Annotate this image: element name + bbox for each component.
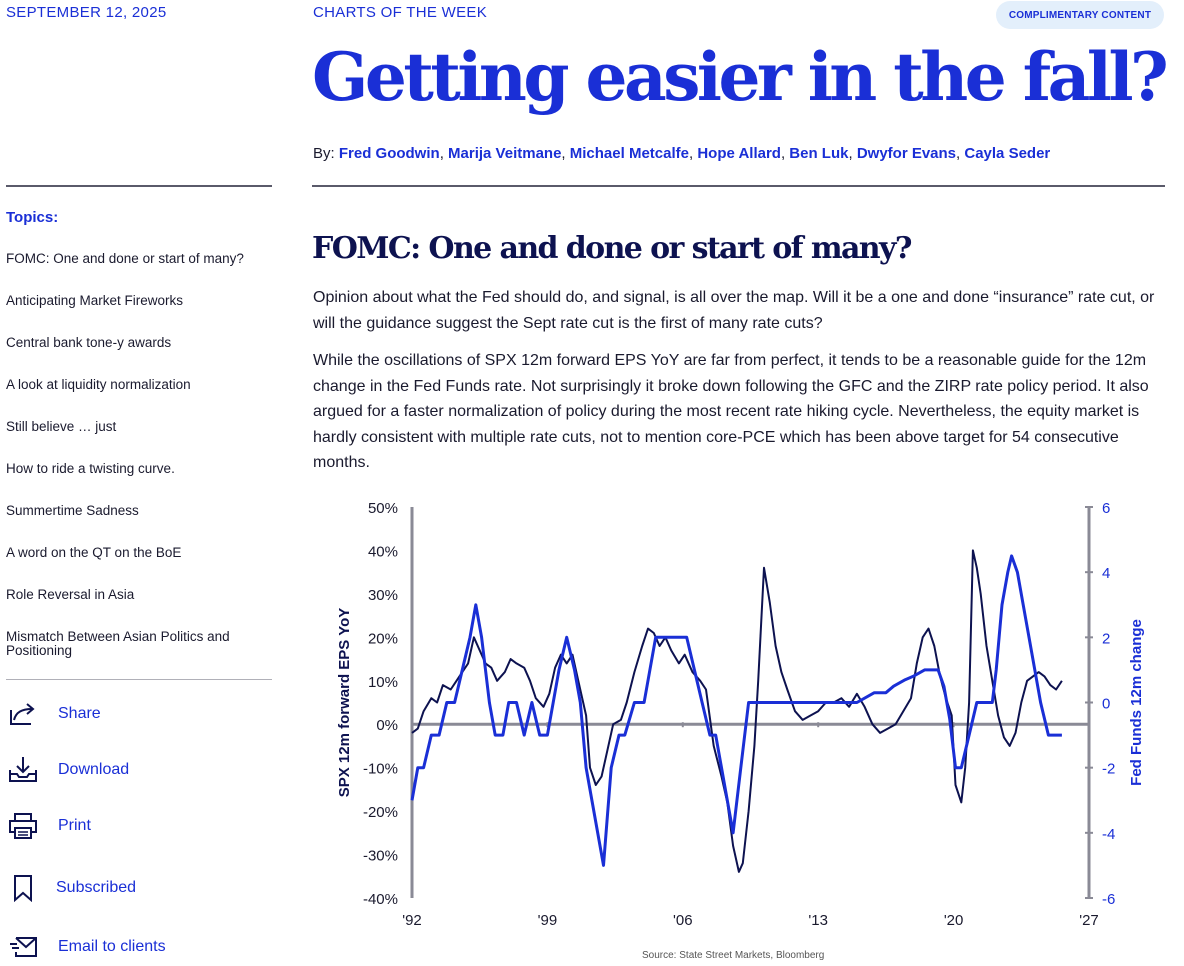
eps-fedfunds-chart: [312, 488, 1172, 946]
download-label: Download: [58, 761, 130, 778]
x-tick-label: '99: [537, 912, 558, 929]
y-left-axis-title: SPX 12m forward EPS YoY: [336, 607, 353, 798]
y-right-tick-label: 4: [1102, 565, 1111, 583]
y-left-tick-label: -20%: [362, 804, 398, 822]
author-link[interactable]: Ben Luk: [789, 145, 849, 162]
paragraph-1: Opinion about what the Fed should do, and signal, is all over the map. Will it be a one and done “insurance” rate cut, or will the guidance suggest the Sept rate cut is the first of many rate cuts?: [313, 289, 1155, 332]
download-button[interactable]: [6, 755, 266, 785]
y-left-tick-label: -10%: [362, 760, 398, 778]
section-heading: FOMC: One and done or start of many?: [312, 231, 911, 266]
x-tick-label: '20: [943, 912, 964, 929]
author-link[interactable]: Cayla Seder: [964, 145, 1051, 162]
email-icon: [6, 932, 40, 962]
byline: [313, 145, 1050, 162]
print-button[interactable]: [6, 811, 266, 841]
chart-source: Source: State Street Markets, Bloomberg: [642, 950, 825, 961]
y-left-tick-label: 40%: [367, 543, 398, 561]
x-tick-label: '13: [808, 912, 828, 929]
author-link[interactable]: Hope Allard: [697, 145, 781, 162]
y-right-tick-label: -2: [1102, 760, 1116, 778]
topic-link[interactable]: Summertime Sadness: [6, 503, 139, 518]
author-link[interactable]: Dwyfor Evans: [856, 145, 957, 162]
print-label: Print: [58, 817, 91, 834]
author-list: Fred Goodwin, Marija Veitmane, Michael Metcalfe, Hope Allard, Ben Luk, Dwyfor Evans, Cayla Seder: [338, 145, 1051, 162]
y-left-tick-label: 0%: [376, 717, 398, 735]
section-kicker[interactable]: CHARTS OF THE WEEK: [313, 4, 488, 21]
y-right-tick-label: 0: [1102, 695, 1111, 713]
y-left-tick-label: 10%: [367, 673, 398, 691]
topic-link[interactable]: Still believe … just: [6, 419, 117, 434]
y-left-tick-label: 30%: [367, 586, 398, 604]
y-left-tick-label: -40%: [362, 891, 398, 908]
download-icon: [6, 755, 40, 785]
y-right-axis-title: Fed Funds 12m change: [1128, 619, 1145, 786]
y-right-tick-label: -6: [1102, 891, 1116, 908]
y-left-tick-label: 20%: [367, 630, 398, 648]
bookmark-icon: [6, 873, 40, 903]
topic-link[interactable]: Anticipating Market Fireworks: [6, 293, 184, 308]
author-link[interactable]: Michael Metcalfe: [569, 145, 689, 162]
email-label: Email to clients: [58, 938, 166, 955]
topic-link[interactable]: FOMC: One and done or start of many?: [6, 251, 244, 266]
y-left-tick-label: 50%: [367, 500, 398, 517]
fed-funds-change-line: [412, 556, 1062, 866]
x-tick-label: '27: [1079, 912, 1099, 929]
y-right-tick-label: 2: [1102, 630, 1111, 648]
email-to-clients-button[interactable]: [6, 932, 266, 962]
share-icon: [6, 699, 40, 729]
topics-heading: Topics:: [6, 209, 59, 226]
topic-link[interactable]: A word on the QT on the BoE: [6, 545, 182, 560]
header-divider: [312, 185, 1165, 187]
sidebar-divider-bottom: [6, 679, 272, 680]
sidebar-divider-top: [6, 185, 272, 187]
share-button[interactable]: [6, 699, 266, 729]
topic-link[interactable]: Mismatch Between Asian Politics and Positioning: [6, 629, 230, 658]
topic-link[interactable]: How to ride a twisting curve.: [6, 461, 175, 476]
eps-yoy-line: [412, 550, 1062, 872]
share-label: Share: [58, 705, 101, 722]
author-link[interactable]: Marija Veitmane: [448, 145, 562, 162]
paragraph-2: While the oscillations of SPX 12m forward EPS YoY are far from perfect, it tends to be a reasonable guide for the 12m change in the Fed Funds rate. Not surprisingly it broke down following the GFC and the ZIRP rate policy period. It also argued for a faster normalization of policy during the most recent rate hiking cycle. Nevertheless, the equity market is hardly consistent with multiple rate cuts, not to mention core-PCE which has been above target for 54 consecutive months.: [313, 352, 1149, 471]
y-right-tick-label: 6: [1102, 500, 1111, 517]
y-right-tick-label: -4: [1102, 825, 1116, 843]
subscribed-button[interactable]: [6, 873, 266, 903]
subscribed-label: Subscribed: [56, 879, 137, 896]
page-title: Getting easier in the fall?: [312, 38, 1166, 116]
complimentary-badge: COMPLIMENTARY CONTENT: [996, 1, 1164, 29]
y-left-tick-label: -30%: [362, 847, 398, 865]
topic-link[interactable]: Central bank tone-y awards: [6, 335, 172, 350]
publish-date: SEPTEMBER 12, 2025: [6, 4, 167, 21]
author-link[interactable]: Fred Goodwin: [338, 145, 440, 162]
x-tick-label: '06: [673, 912, 693, 929]
byline-label: By:: [313, 145, 335, 162]
topic-link[interactable]: Role Reversal in Asia: [6, 587, 135, 602]
x-tick-label: '92: [402, 912, 422, 929]
topic-link[interactable]: A look at liquidity normalization: [6, 377, 191, 392]
print-icon: [6, 811, 40, 841]
